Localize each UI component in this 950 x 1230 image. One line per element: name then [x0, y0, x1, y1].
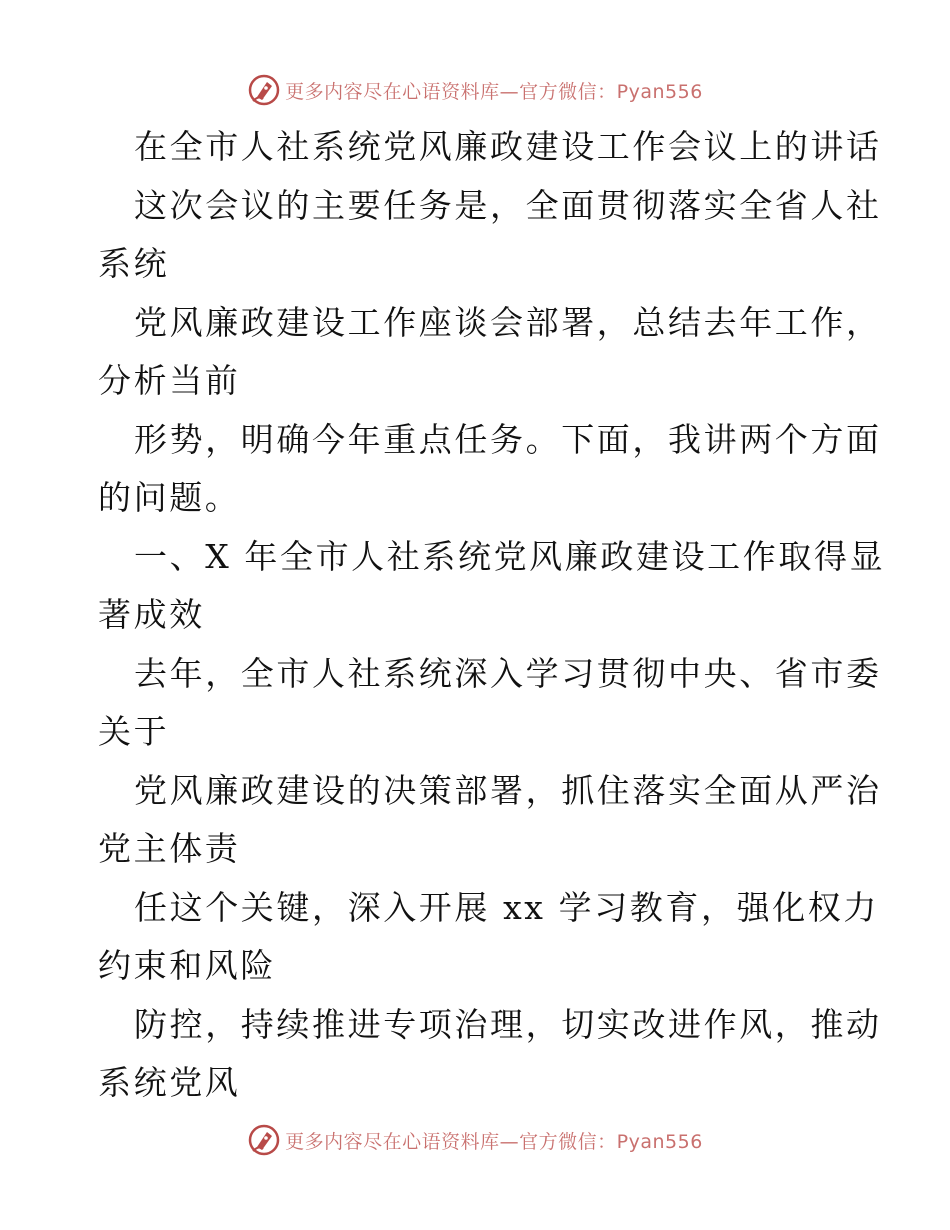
header-banner: [0, 70, 950, 110]
document-title: 在全市人社系统党风廉政建设工作会议上的讲话: [134, 127, 882, 166]
paragraph-line: 去年，全市人社系统深入学习贯彻中央、省市委: [134, 653, 882, 693]
section-heading-continued: 著成效: [98, 595, 205, 634]
paragraph-line: 防控，持续推进专项治理，切实改进作风，推动: [134, 1004, 882, 1044]
pen-nib-logo-icon: [247, 73, 281, 107]
paragraph-line: 任这个关键，深入开展 xx 学习教育，强化权力: [134, 887, 880, 927]
footer-banner-text: 更多内容尽在心语资料库—官方微信：Pyan556: [285, 1130, 703, 1153]
paragraph-line: 的问题。: [98, 478, 241, 517]
pen-nib-logo-icon: [247, 1123, 281, 1157]
paragraph-line: 党风廉政建设工作座谈会部署，总结去年工作，: [134, 302, 882, 342]
footer-banner: [0, 1120, 950, 1160]
paragraph-line: 党风廉政建设的决策部署，抓住落实全面从严治: [134, 770, 882, 810]
paragraph-line: 系统: [98, 244, 170, 283]
paragraph-line: 党主体责: [98, 829, 241, 868]
section-heading: 一、X 年全市人社系统党风廉政建设工作取得显: [134, 536, 886, 576]
paragraph-line: 形势，明确今年重点任务。下面，我讲两个方面: [134, 419, 882, 459]
document-body: [98, 118, 886, 1113]
paragraph-line: 这次会议的主要任务是，全面贯彻落实全省人社: [134, 185, 882, 225]
paragraph-line: 约束和风险: [98, 946, 276, 985]
paragraph-line: 分析当前: [98, 361, 241, 400]
paragraph-line: 系统党风: [98, 1063, 241, 1102]
paragraph-line: 关于: [98, 712, 170, 751]
header-banner-text: 更多内容尽在心语资料库—官方微信：Pyan556: [285, 80, 703, 103]
